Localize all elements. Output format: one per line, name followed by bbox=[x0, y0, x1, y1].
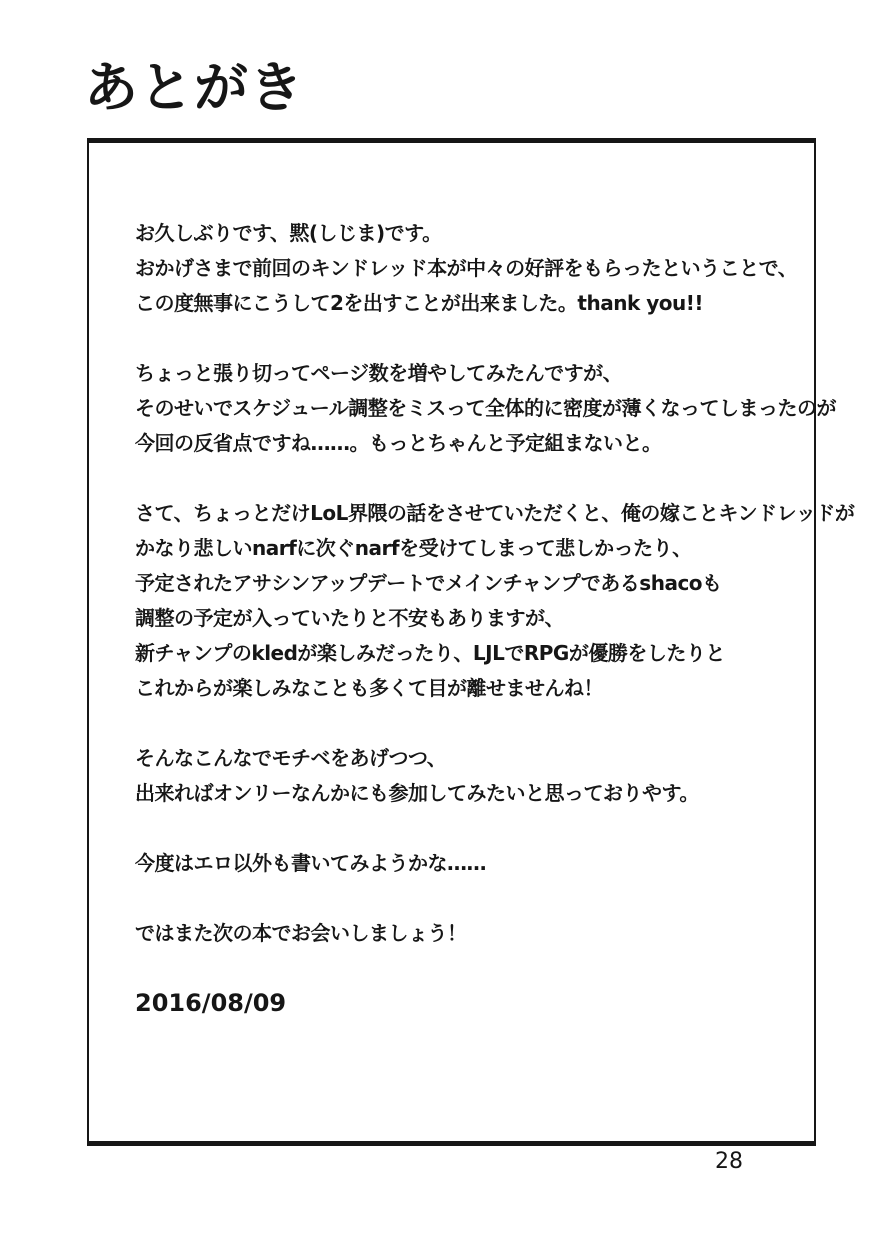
text-line: この度無事にこうして2を出すことが出来ました。thank you!! bbox=[135, 291, 703, 315]
text-line: 今回の反省点ですね……。もっとちゃんと予定組まないと。 bbox=[135, 431, 662, 455]
paragraph-3 bbox=[135, 496, 855, 706]
paragraph-1 bbox=[135, 216, 802, 321]
paragraph-5 bbox=[135, 846, 802, 881]
afterword-box bbox=[87, 138, 855, 1146]
text-line: そのせいでスケジュール調整をミスって全体的に密度が薄くなってしまったのが bbox=[135, 396, 836, 420]
text-line: ちょっと張り切ってページ数を増やしてみたんですが、 bbox=[135, 361, 623, 385]
paragraph-6 bbox=[135, 916, 802, 951]
text-line: これからが楽しみなことも多くて目が離せませんね！ bbox=[135, 676, 603, 700]
paragraph-4 bbox=[135, 741, 802, 811]
paragraph-2 bbox=[135, 356, 836, 461]
text-line: そんなこんなでモチベをあげつつ、 bbox=[135, 746, 447, 770]
text-line: おかげさまで前回のキンドレッド本が中々の好評をもらったということで、 bbox=[135, 256, 798, 280]
text-line: ではまた次の本でお会いしましょう！ bbox=[135, 921, 467, 945]
page-number: 28 bbox=[715, 1149, 743, 1174]
text-line: かなり悲しいnarfに次ぐnarfを受けてしまって悲しかったり、 bbox=[135, 536, 692, 560]
text-line: 新チャンプのkledが楽しみだったり、LJLでRPGが優勝をしたりと bbox=[135, 641, 725, 665]
page-title: あとがき bbox=[84, 56, 304, 119]
text-line: お久しぶりです、黙(しじま)です。 bbox=[135, 221, 442, 245]
date-text: 2016/08/09 bbox=[135, 989, 287, 1017]
text-line: 出来ればオンリーなんかにも参加してみたいと思っておりやす。 bbox=[135, 781, 699, 805]
text-line: 予定されたアサシンアップデートでメインチャンプであるshacoも bbox=[135, 571, 722, 595]
text-line: さて、ちょっとだけLoL界隈の話をさせていただくと、俺の嫁ことキンドレッドが bbox=[135, 501, 855, 525]
text-line: 今度はエロ以外も書いてみようかな…… bbox=[135, 851, 486, 875]
text-line: 調整の予定が入っていたりと不安もありますが、 bbox=[135, 606, 564, 630]
